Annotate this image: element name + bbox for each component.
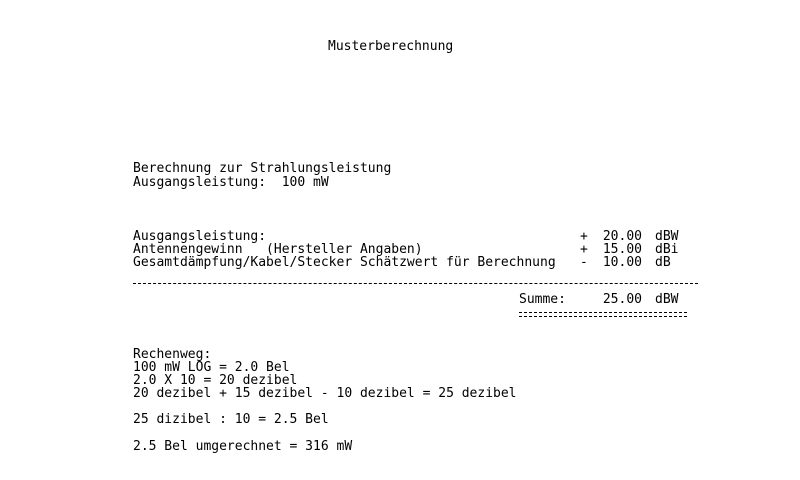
rechenweg-line: 100 mW LOG = 2.0 Bel: [133, 360, 290, 375]
row-unit-antenna-gain: dBi: [655, 242, 679, 257]
document-title: Musterberechnung: [328, 39, 454, 54]
row-value-output-power: 20.00: [602, 229, 642, 244]
rechenweg-line: 2.5 Bel umgerechnet = 316 mW: [133, 439, 353, 454]
row-label-antenna-gain: Antennengewinn (Hersteller Angaben): [133, 242, 423, 257]
double-underline: [519, 312, 687, 317]
row-value-antenna-gain: 15.00: [602, 242, 642, 257]
row-unit-total-loss: dB: [655, 255, 671, 270]
output-power-heading: Ausgangsleistung: 100 mW: [133, 175, 329, 190]
rechenweg-line: 25 dizibel : 10 = 2.5 Bel: [133, 412, 329, 427]
sum-unit: dBW: [655, 292, 679, 307]
row-sign-total-loss: -: [580, 255, 588, 270]
row-unit-output-power: dBW: [655, 229, 679, 244]
calculation-heading: Berechnung zur Strahlungsleistung: [133, 161, 392, 176]
rechenweg-line: 20 dezibel + 15 dezibel - 10 dezibel = 25 dezibel: [133, 386, 517, 401]
rechenweg-line: 2.0 X 10 = 20 dezibel: [133, 373, 298, 388]
row-label-total-loss: Gesamtdämpfung/Kabel/Stecker Schätzwert für Berechnung: [133, 255, 556, 270]
rechenweg-label: Rechenweg:: [133, 347, 212, 362]
row-label-output-power: Ausgangsleistung:: [133, 229, 267, 244]
sum-value: 25.00: [602, 292, 642, 307]
row-sign-antenna-gain: +: [580, 242, 588, 257]
row-sign-output-power: +: [580, 229, 588, 244]
sum-label: Summe:: [519, 292, 566, 307]
dashed-divider: [133, 283, 698, 284]
row-value-total-loss: 10.00: [602, 255, 642, 270]
